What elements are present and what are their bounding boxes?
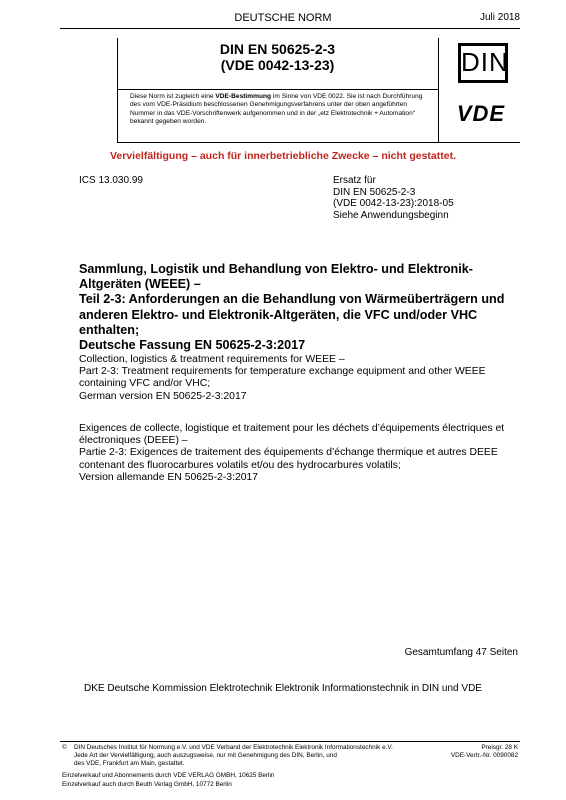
french-title-line: électroniques (DEEE) – bbox=[79, 435, 188, 447]
french-title-line: contenant des fluorocarbures volatils et/ou des hydrocarbures volatils; bbox=[79, 459, 401, 471]
publication-date: Juli 2018 bbox=[479, 12, 520, 23]
standard-number: DIN EN 50625-2-3 bbox=[219, 41, 336, 57]
replacement-line: DIN EN 50625-2-3 bbox=[333, 186, 416, 198]
french-title-line: Partie 2-3: Exigences de traitement des équipements d’échange thermique et autres DEEE bbox=[79, 447, 498, 459]
replacement-info bbox=[333, 175, 454, 221]
total-pages: Gesamtumfang 47 Seiten bbox=[404, 647, 518, 658]
vde-notice-bold: VDE-Bestimmung bbox=[215, 93, 272, 100]
price-info bbox=[451, 744, 518, 760]
french-title-line: Exigences de collecte, logistique et traitement pour les déchets d’équipements électriques et bbox=[79, 423, 505, 434]
english-title bbox=[79, 354, 519, 403]
german-title-line: Altgeräten (WEEE) – bbox=[79, 277, 201, 292]
distribution-info bbox=[62, 772, 274, 789]
vde-logo: VDE bbox=[456, 101, 506, 126]
copyright-line: DIN Deutsches Institut für Normung e.V. und VDE Verband der Elektrotechnik Elektronik Informationstechnik e.V. bbox=[74, 744, 393, 751]
titlebox-middle-border bbox=[438, 38, 439, 142]
english-title-line: Part 2-3: Treatment requirements for temperature exchange equipment and other WEEE bbox=[79, 366, 486, 378]
french-title bbox=[79, 423, 519, 484]
vde-notice-post: im Sinne von VDE 0022. Sie ist nach Durchführung des vom VDE-Präsidium beschlossenen Genehmigungsverfahrens unter der oben angeführten Nummer in das VDE-Vorschriftenwerk aufgenommen und in der „etz Elektrotechnik + Automation“ bekannt gegeben worden. bbox=[130, 93, 423, 126]
reproduction-warning: Vervielfältigung – auch für innerbetriebliche Zwecke – nicht gestattet. bbox=[109, 150, 456, 162]
replacement-line: (VDE 0042-13-23):2018-05 bbox=[333, 198, 454, 209]
english-title-line: Collection, logistics & treatment requirements for WEEE – bbox=[79, 354, 345, 365]
copyright-symbol: © bbox=[62, 744, 67, 751]
german-title-line: Deutsche Fassung EN 50625-2-3:2017 bbox=[79, 338, 306, 353]
german-title bbox=[79, 262, 519, 353]
copyright-line: des VDE, Frankfurt am Main, gestattet. bbox=[74, 760, 185, 767]
german-title-line: Teil 2-3: Anforderungen an die Behandlung von Wärmeüberträgern und bbox=[79, 292, 505, 307]
vde-vertr-number: VDE-Vertr.-Nr. 0090082 bbox=[450, 752, 518, 759]
french-title-line: Version allemande EN 50625-2-3:2017 bbox=[79, 471, 259, 483]
vde-classification: (VDE 0042-13-23) bbox=[220, 57, 335, 73]
copyright-line: Jede Art der Vervielfältigung, auch auszugsweise, nur mit Genehmigung des DIN, Berlin, und bbox=[74, 752, 337, 759]
german-title-line: anderen Elektro- und Elektronik-Altgeräten, die VFC und/oder VHC bbox=[79, 307, 478, 322]
price-group: Preisgr. 28 K bbox=[481, 744, 518, 751]
english-title-line: German version EN 50625-2-3:2017 bbox=[79, 390, 247, 402]
dke-line: DKE Deutsche Kommission Elektrotechnik Elektronik Informationstechnik in DIN und VDE bbox=[84, 683, 482, 694]
distribution-line: Einzelverkauf auch durch Beuth Verlag GmbH, 10772 Berlin bbox=[62, 780, 232, 788]
german-title-line: enthalten; bbox=[79, 322, 140, 337]
replacement-line: Siehe Anwendungsbeginn bbox=[333, 209, 449, 221]
english-title-line: containing VFC and/or VHC; bbox=[79, 378, 211, 390]
footer-divider bbox=[60, 741, 520, 742]
replacement-line: Ersatz für bbox=[333, 175, 376, 186]
vde-notice-pre: Diese Norm ist zugleich eine bbox=[130, 93, 216, 100]
vde-notice bbox=[130, 93, 432, 127]
header-divider bbox=[60, 28, 520, 29]
titlebox-bottom-border bbox=[117, 142, 520, 143]
distribution-line: Einzelverkauf und Abonnements durch VDE VERLAG GMBH, 10625 Berlin bbox=[62, 772, 275, 779]
document-type-label: DEUTSCHE NORM bbox=[234, 12, 332, 24]
din-logo: DIN bbox=[458, 43, 508, 83]
german-title-line: Sammlung, Logistik und Behandlung von Elektro- und Elektronik- bbox=[79, 262, 473, 276]
ics-code: ICS 13.030.99 bbox=[79, 175, 143, 186]
copyright-notice bbox=[62, 744, 412, 768]
